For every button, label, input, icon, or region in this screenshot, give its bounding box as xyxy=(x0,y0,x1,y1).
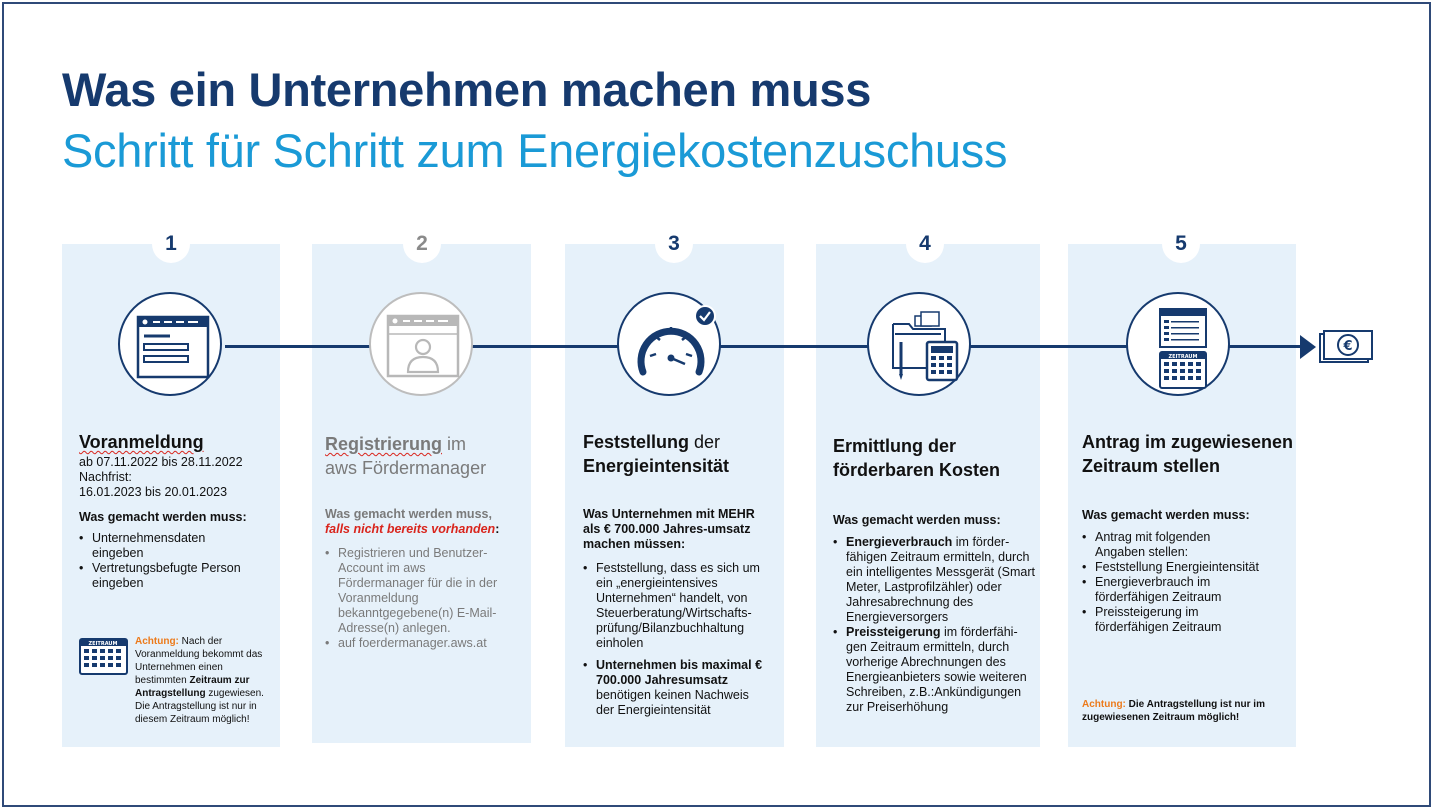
step-5-heading: Antrag im zugewiesenen Zeitraum stellen xyxy=(1082,432,1294,476)
step-4-heading: Ermittlung der förderbaren Kosten xyxy=(833,436,1001,480)
step-3-number: 3 xyxy=(655,225,693,263)
slide-subtitle: Schritt für Schritt zum Energiekostenzuschuss xyxy=(62,124,1008,177)
svg-text:ZEITRAUM: ZEITRAUM xyxy=(88,641,118,647)
euro-banknote-icon xyxy=(1319,330,1373,364)
step-1-note: Achtung: Nach der Voranmeldung bekommt das Unternehmen einen bestimmten Zeitraum zur Antragstellung zugewiesen. Die Antragstellung ist nur in diesem Zeitraum möglich! xyxy=(135,636,264,725)
browser-form-icon xyxy=(120,294,224,398)
list-item: • Unternehmensdaten eingeben xyxy=(79,531,259,561)
form-calendar-icon xyxy=(1128,294,1232,398)
step-2-bullets xyxy=(325,546,505,651)
step-3-bullets xyxy=(583,561,768,718)
step-5-note: Achtung: Die Antragstellung ist nur im zugewiesenen Zeitraum möglich! xyxy=(1082,699,1265,723)
step-4-icon-circle xyxy=(867,292,971,396)
list-item: • Feststellung Energieintensität xyxy=(1082,560,1262,575)
slide-title: Was ein Unternehmen machen muss xyxy=(62,63,872,116)
step-1-dates: ab 07.11.2022 bis 28.11.2022 Nachfrist: 16.01.2023 bis 20.01.2023 xyxy=(79,455,243,499)
list-item: • Unternehmen bis maximal € 700.000 Jahresumsatz benötigen keinen Nachweis der Energieintensität xyxy=(583,658,768,718)
list-item: • Feststellung, dass es sich um ein „energieintensives Unternehmen“ handelt, von Steuerberatung/Wirtschafts-prüfung/Bilanzbuchhaltung einholen xyxy=(583,561,768,651)
svg-text:€: € xyxy=(1343,339,1353,354)
gauge-check-icon xyxy=(619,294,723,398)
step-1-number: 1 xyxy=(152,225,190,263)
step-1-icon-circle xyxy=(118,292,222,396)
list-item: • auf foerdermanager.aws.at xyxy=(325,636,505,651)
calendar-icon xyxy=(79,636,129,676)
user-account-icon xyxy=(371,294,475,398)
step-5-section-label: Was gemacht werden muss: xyxy=(1082,508,1250,522)
step-2-number: 2 xyxy=(403,225,441,263)
list-item: • Registrieren und Benutzer-Account im aws Fördermanager für die in der Voranmeldung bekanntgegebene(n) E-Mail-Adresse(n) anlegen. xyxy=(325,546,505,636)
step-2-heading: Registrierung im aws Fördermanager xyxy=(325,434,487,478)
step-2-icon-circle xyxy=(369,292,473,396)
step-3-section-label: Was Unternehmen mit MEHR als € 700.000 Jahres-umsatz machen müssen: xyxy=(583,507,755,551)
folder-calculator-icon xyxy=(869,294,973,398)
step-1-section-label: Was gemacht werden muss: xyxy=(79,510,247,524)
list-item: • Energieverbrauch im förderfähigen Zeitraum xyxy=(1082,575,1262,605)
step-1-bullets xyxy=(79,531,259,591)
step-2-section-label: Was gemacht werden muss, falls nicht bereits vorhanden: xyxy=(325,507,500,536)
list-item: • Preissteigerung im förderfähigen Zeitraum xyxy=(1082,605,1262,635)
step-5-icon-circle xyxy=(1126,292,1230,396)
list-item: • Vertretungsbefugte Person eingeben xyxy=(79,561,259,591)
list-item: • Preissteigerung im förderfähi-gen Zeitraum ermitteln, durch vorherige Abrechnungen des Energieanbieters sowie weiteren Schreiben, z.B.:Ankündigungen zur Preiserhöhung xyxy=(833,625,1036,715)
step-3-icon-circle xyxy=(617,292,721,396)
step-5-bullets xyxy=(1082,530,1262,635)
step-4-section-label: Was gemacht werden muss: xyxy=(833,513,1001,527)
step-4-number: 4 xyxy=(906,225,944,263)
step-1-heading: Voranmeldung xyxy=(79,432,204,452)
list-item: • Antrag mit folgenden Angaben stellen: xyxy=(1082,530,1262,560)
process-arrowhead xyxy=(1300,335,1316,359)
list-item: • Energieverbrauch im förder-fähigen Zeitraum ermitteln, durch ein intelligentes Messgerät (Smart Meter, Lastprofilzähler) oder Jahresabrechnung des Energieversorgers xyxy=(833,535,1036,625)
step-5-number: 5 xyxy=(1162,225,1200,263)
step-4-bullets xyxy=(833,535,1036,715)
calendar-label: ZEITRAUM xyxy=(1168,354,1198,360)
step-3-heading: Feststellung der Energieintensität xyxy=(583,432,730,476)
